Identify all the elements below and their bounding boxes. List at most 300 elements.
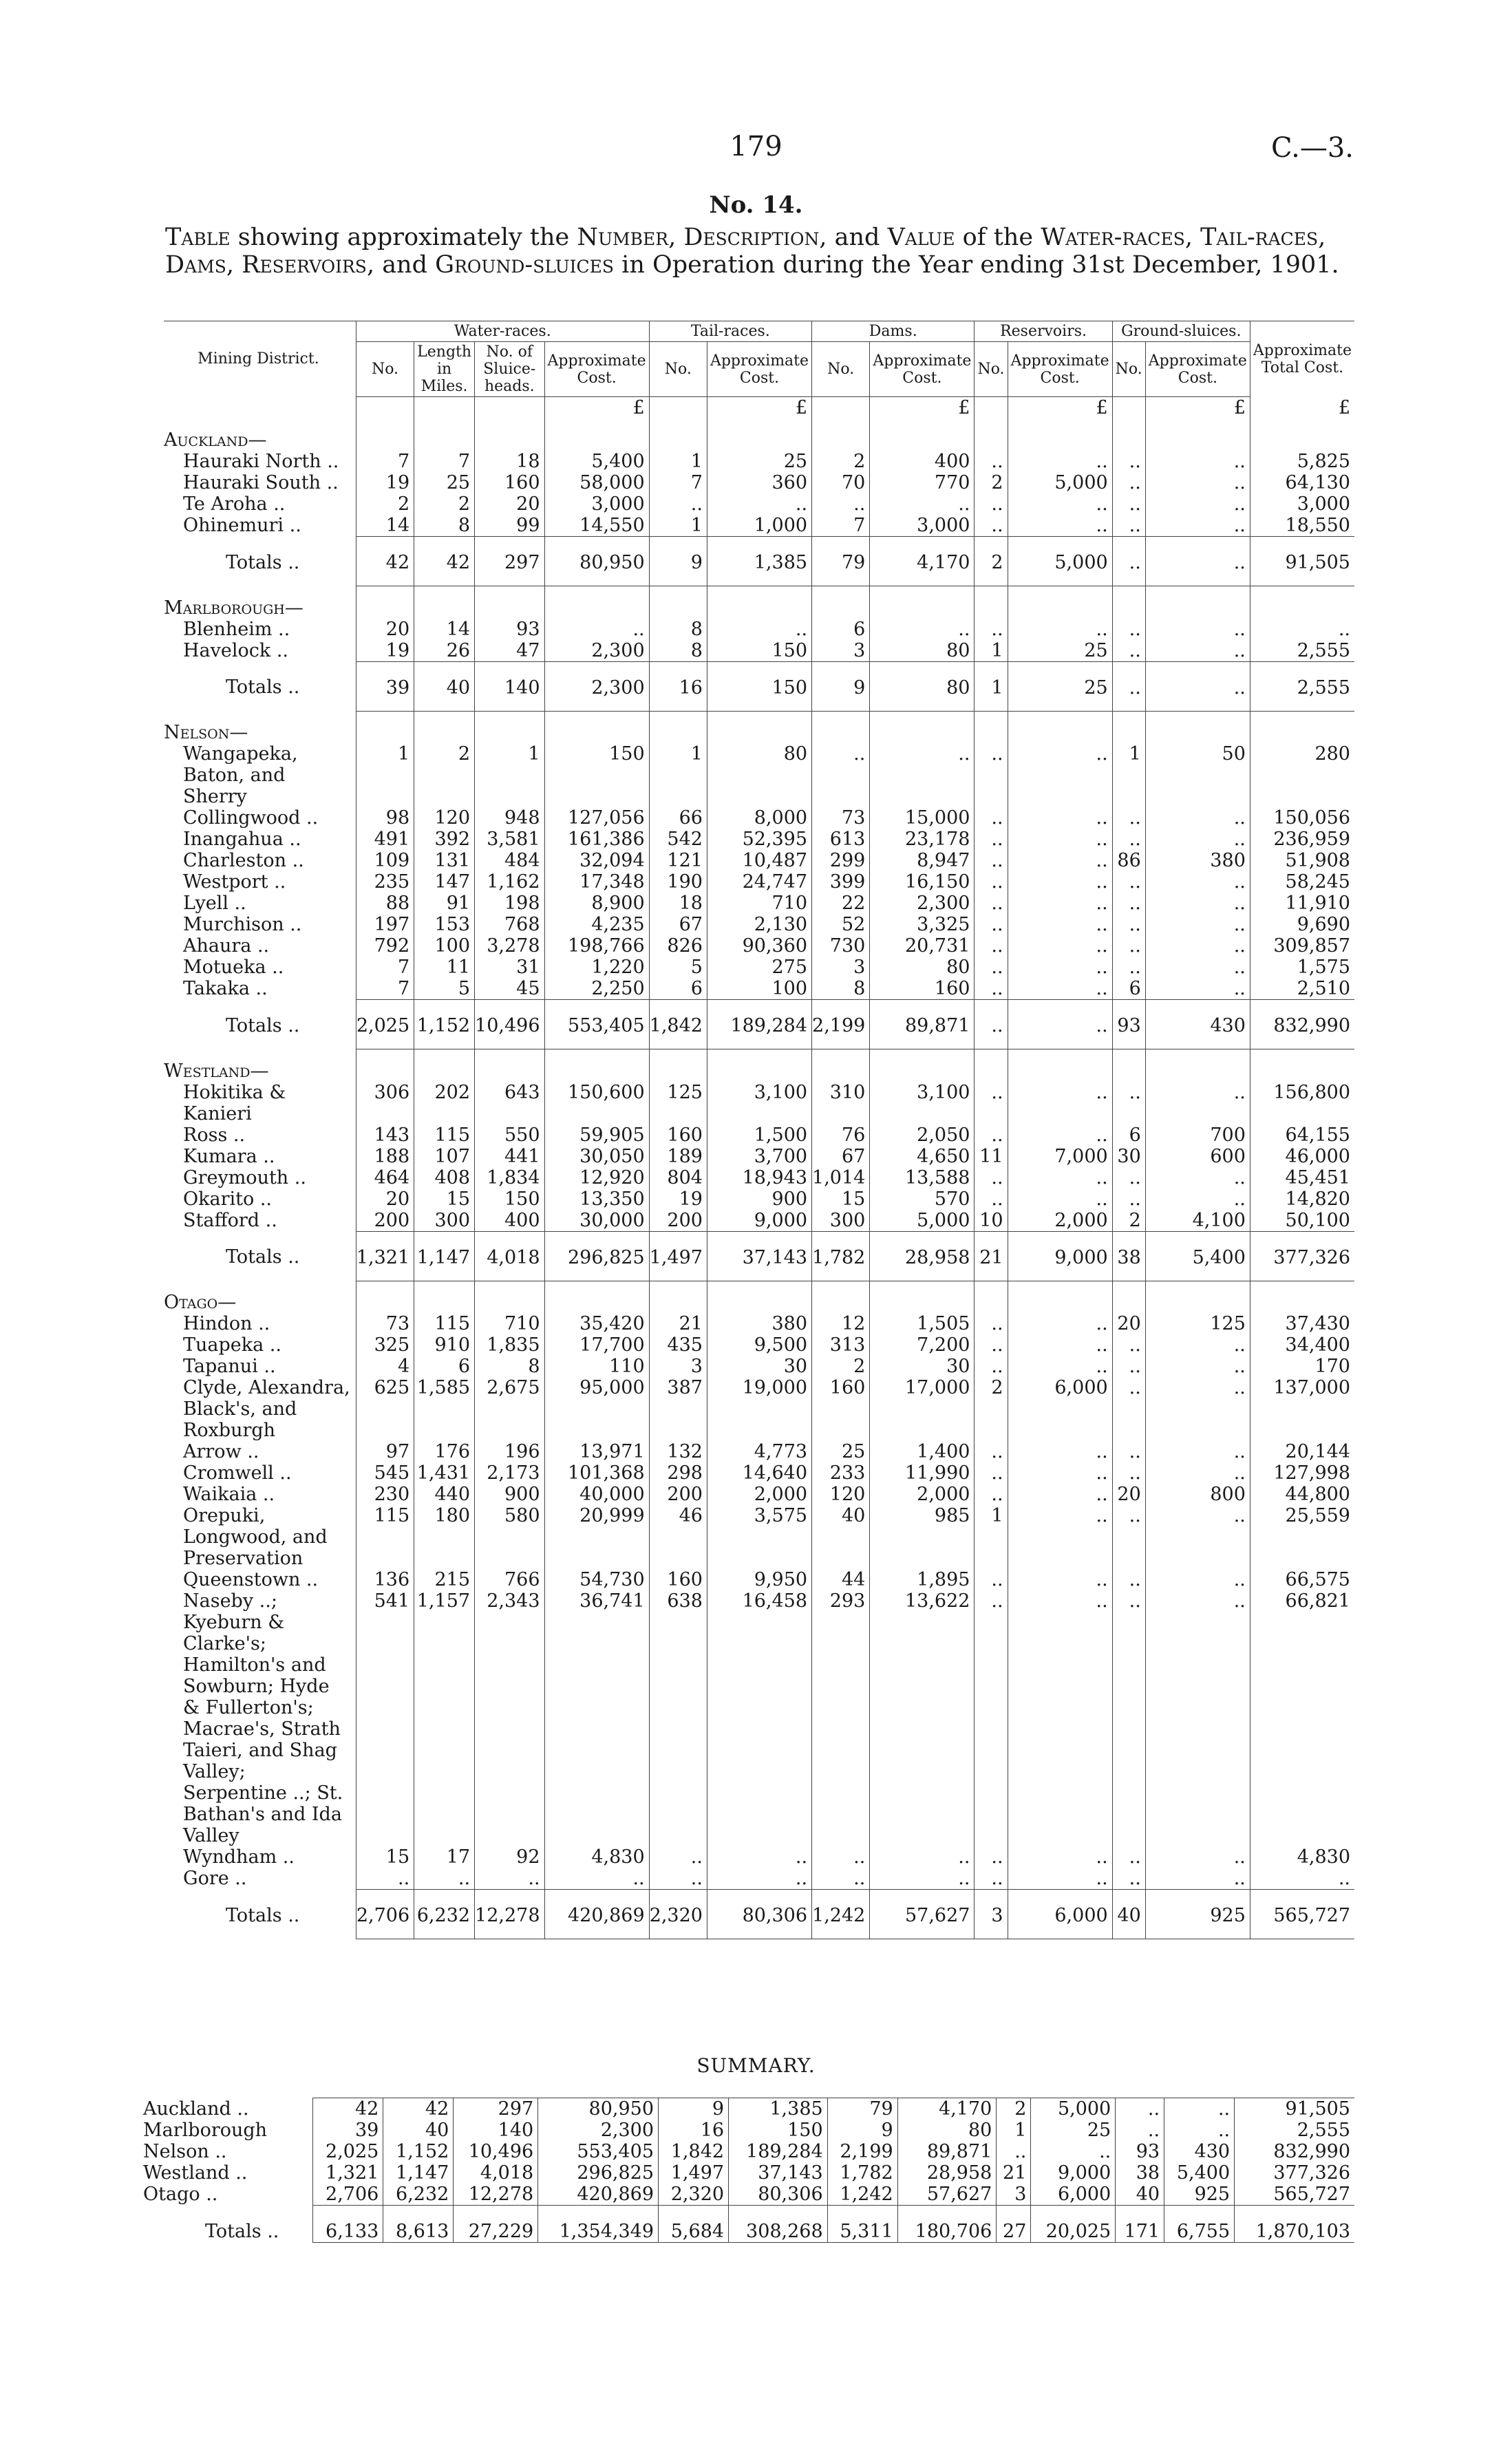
value-cell: 19 bbox=[356, 472, 414, 493]
value-cell: 79 bbox=[812, 537, 870, 586]
value-cell: 200 bbox=[356, 1210, 414, 1232]
value-cell: .. bbox=[812, 493, 870, 515]
value-cell: .. bbox=[975, 1441, 1008, 1462]
value-cell: 196 bbox=[475, 1441, 544, 1462]
value-cell: 150,600 bbox=[544, 1082, 649, 1124]
value-cell: 2,000 bbox=[870, 1484, 975, 1505]
value-cell: 6,755 bbox=[1164, 2206, 1235, 2243]
value-cell: 832,990 bbox=[1250, 1000, 1354, 1049]
district-cell: Lyell .. bbox=[183, 893, 246, 914]
table-row bbox=[164, 1377, 1354, 1441]
empty-cell bbox=[1008, 1281, 1112, 1313]
value-cell: 189,284 bbox=[707, 1000, 811, 1049]
value-cell: 380 bbox=[707, 1313, 811, 1334]
value-cell: .. bbox=[1008, 1167, 1112, 1188]
value-cell: 5,400 bbox=[1164, 2162, 1235, 2184]
value-cell: 42 bbox=[356, 537, 414, 586]
value-cell: 542 bbox=[649, 829, 707, 850]
value-cell: 770 bbox=[870, 472, 975, 493]
empty-cell bbox=[1112, 711, 1145, 743]
title-text: showing approximately the bbox=[230, 224, 577, 251]
value-cell: .. bbox=[975, 619, 1008, 640]
value-cell: .. bbox=[1008, 871, 1112, 893]
value-cell: .. bbox=[1008, 957, 1112, 978]
value-cell: .. bbox=[1145, 1590, 1250, 1846]
header-no: No. bbox=[649, 342, 707, 397]
value-cell: 15 bbox=[356, 1846, 414, 1868]
value-cell: 1,014 bbox=[812, 1167, 870, 1188]
value-cell: 57,627 bbox=[870, 1890, 975, 1939]
empty-cell bbox=[1250, 418, 1354, 451]
value-cell: 2,025 bbox=[356, 1000, 414, 1049]
table-row bbox=[164, 743, 1354, 807]
table-row bbox=[164, 1167, 1354, 1188]
value-cell: 40 bbox=[383, 2120, 454, 2141]
value-cell: 95,000 bbox=[544, 1377, 649, 1441]
value-cell: 297 bbox=[454, 2098, 538, 2120]
value-cell: 25,559 bbox=[1250, 1505, 1354, 1569]
value-cell: 430 bbox=[1145, 1000, 1250, 1049]
value-cell: 1 bbox=[356, 743, 414, 807]
empty-cell bbox=[475, 711, 544, 743]
value-cell: 7 bbox=[356, 978, 414, 1000]
value-cell: 58,245 bbox=[1250, 871, 1354, 893]
value-cell: .. bbox=[1145, 935, 1250, 957]
value-cell: 2,555 bbox=[1250, 640, 1354, 662]
title-text: , bbox=[668, 224, 684, 251]
value-cell: 420,869 bbox=[544, 1890, 649, 1939]
value-cell: 1,400 bbox=[870, 1441, 975, 1462]
value-cell: 768 bbox=[475, 914, 544, 935]
value-cell: .. bbox=[1112, 1590, 1145, 1846]
value-cell: .. bbox=[1112, 1188, 1145, 1210]
value-cell: 132 bbox=[649, 1441, 707, 1462]
value-cell: 2,555 bbox=[1235, 2120, 1354, 2141]
value-cell: 377,326 bbox=[1250, 1231, 1354, 1281]
table-row bbox=[164, 1441, 1354, 1462]
value-cell: 8 bbox=[649, 619, 707, 640]
table-row bbox=[164, 493, 1354, 515]
empty-cell bbox=[414, 418, 475, 451]
table-row bbox=[164, 1484, 1354, 1505]
value-cell: 31 bbox=[475, 957, 544, 978]
value-cell: 2,250 bbox=[544, 978, 649, 1000]
value-cell: 11 bbox=[414, 957, 475, 978]
value-cell: 13,350 bbox=[544, 1188, 649, 1210]
empty-cell bbox=[414, 1049, 475, 1082]
value-cell: 1,585 bbox=[414, 1377, 475, 1441]
value-cell: 1 bbox=[649, 515, 707, 537]
table-row bbox=[164, 829, 1354, 850]
value-cell: .. bbox=[870, 619, 975, 640]
value-cell: .. bbox=[975, 1569, 1008, 1590]
district-cell: Wyndham .. bbox=[183, 1846, 295, 1868]
value-cell: 2 bbox=[1112, 1210, 1145, 1232]
value-cell: .. bbox=[1112, 807, 1145, 829]
value-cell: 18,943 bbox=[707, 1167, 811, 1188]
value-cell: 42 bbox=[313, 2098, 383, 2120]
header-no: No. bbox=[975, 342, 1008, 397]
value-cell: 14,640 bbox=[707, 1462, 811, 1484]
table-row bbox=[164, 1462, 1354, 1484]
value-cell: 7,000 bbox=[1008, 1146, 1112, 1167]
value-cell: .. bbox=[1008, 1124, 1112, 1146]
value-cell: 121 bbox=[649, 850, 707, 871]
value-cell: 20 bbox=[1112, 1313, 1145, 1334]
header-sluice-heads: No. of Sluice-heads. bbox=[475, 342, 544, 397]
empty-cell bbox=[975, 418, 1008, 451]
value-cell: 10,496 bbox=[475, 1000, 544, 1049]
value-cell: 7 bbox=[649, 472, 707, 493]
value-cell: 20 bbox=[475, 493, 544, 515]
empty-cell bbox=[544, 1049, 649, 1082]
empty-cell bbox=[812, 586, 870, 619]
value-cell: 156,800 bbox=[1250, 1082, 1354, 1124]
empty-cell bbox=[649, 1049, 707, 1082]
value-cell: 1 bbox=[975, 640, 1008, 662]
value-cell: .. bbox=[975, 914, 1008, 935]
empty-cell bbox=[1145, 1281, 1250, 1313]
value-cell: 25 bbox=[1031, 2120, 1116, 2141]
value-cell: .. bbox=[1112, 1868, 1145, 1890]
value-cell: 309,857 bbox=[1250, 935, 1354, 957]
value-cell: 613 bbox=[812, 829, 870, 850]
value-cell: 17,000 bbox=[870, 1377, 975, 1441]
value-cell: 66 bbox=[649, 807, 707, 829]
value-cell: 6 bbox=[812, 619, 870, 640]
value-cell: 20,025 bbox=[1031, 2206, 1116, 2243]
district-cell: Ohinemuri .. bbox=[183, 515, 301, 536]
value-cell: 1 bbox=[975, 661, 1008, 711]
empty-cell bbox=[356, 1049, 414, 1082]
empty-cell bbox=[1112, 586, 1145, 619]
value-cell: 308,268 bbox=[729, 2206, 828, 2243]
value-cell: 27 bbox=[997, 2206, 1031, 2243]
table-row bbox=[164, 978, 1354, 1000]
value-cell: .. bbox=[1145, 1377, 1250, 1441]
summary-row bbox=[143, 2184, 1354, 2206]
value-cell: 236,959 bbox=[1250, 829, 1354, 850]
value-cell: 30 bbox=[870, 1356, 975, 1377]
main-table bbox=[164, 321, 1354, 1939]
empty-cell bbox=[544, 711, 649, 743]
value-cell: 66,575 bbox=[1250, 1569, 1354, 1590]
title-text: in Operation during the Year ending 31st December, 1901. bbox=[614, 251, 1339, 279]
district-cell: Hindon .. bbox=[183, 1313, 270, 1334]
value-cell: 235 bbox=[356, 871, 414, 893]
value-cell: 643 bbox=[475, 1082, 544, 1124]
value-cell: .. bbox=[975, 1082, 1008, 1124]
value-cell: 8,613 bbox=[383, 2206, 454, 2243]
empty-cell bbox=[1250, 1281, 1354, 1313]
value-cell: 233 bbox=[812, 1462, 870, 1484]
value-cell: 12,278 bbox=[454, 2184, 538, 2206]
district-cell: Greymouth .. bbox=[183, 1166, 306, 1188]
value-cell: 40 bbox=[1116, 2184, 1164, 2206]
value-cell: 3 bbox=[649, 1356, 707, 1377]
empty-cell bbox=[649, 1281, 707, 1313]
empty-cell bbox=[1250, 1049, 1354, 1082]
value-cell: 6 bbox=[414, 1356, 475, 1377]
value-cell: .. bbox=[1112, 515, 1145, 537]
value-cell: 8 bbox=[475, 1356, 544, 1377]
value-cell: 17 bbox=[414, 1846, 475, 1868]
header-mining-district: Mining District. bbox=[164, 321, 356, 397]
value-cell: .. bbox=[975, 1188, 1008, 1210]
value-cell: 5,000 bbox=[1031, 2098, 1116, 2120]
value-cell: 10,487 bbox=[707, 850, 811, 871]
value-cell: .. bbox=[1145, 914, 1250, 935]
value-cell: 1,354,349 bbox=[538, 2206, 659, 2243]
value-cell: 46 bbox=[649, 1505, 707, 1569]
value-cell: 189,284 bbox=[729, 2141, 828, 2162]
value-cell: .. bbox=[1008, 743, 1112, 807]
district-cell: Collingwood .. bbox=[183, 807, 319, 829]
value-cell: 115 bbox=[414, 1124, 475, 1146]
value-cell: 13,622 bbox=[870, 1590, 975, 1846]
value-cell: .. bbox=[1145, 451, 1250, 472]
value-cell: 4,170 bbox=[870, 537, 975, 586]
value-cell: .. bbox=[1145, 1356, 1250, 1377]
empty-cell bbox=[1112, 1281, 1145, 1313]
district-cell: Totals .. bbox=[205, 2220, 279, 2242]
value-cell: 125 bbox=[1145, 1313, 1250, 1334]
value-cell: 600 bbox=[1145, 1146, 1250, 1167]
value-cell: 1,842 bbox=[649, 1000, 707, 1049]
value-cell: 1,147 bbox=[414, 1231, 475, 1281]
value-cell: 4,235 bbox=[544, 914, 649, 935]
value-cell: 9,000 bbox=[1031, 2162, 1116, 2184]
district-cell: Westport .. bbox=[183, 871, 286, 893]
table-row bbox=[164, 1146, 1354, 1167]
empty-cell bbox=[414, 586, 475, 619]
empty-cell bbox=[1145, 711, 1250, 743]
value-cell: 107 bbox=[414, 1146, 475, 1167]
value-cell: 42 bbox=[414, 537, 475, 586]
value-cell: 3,100 bbox=[707, 1082, 811, 1124]
value-cell: .. bbox=[1112, 661, 1145, 711]
value-cell: 6,000 bbox=[1008, 1377, 1112, 1441]
value-cell: 6,000 bbox=[1008, 1890, 1112, 1939]
value-cell: 2,320 bbox=[649, 1890, 707, 1939]
value-cell: 176 bbox=[414, 1441, 475, 1462]
value-cell: 4,830 bbox=[1250, 1846, 1354, 1868]
value-cell: 925 bbox=[1145, 1890, 1250, 1939]
district-cell: Clyde, Alexandra, Black's, and Roxburgh bbox=[183, 1377, 350, 1441]
title-word: Description bbox=[683, 224, 820, 251]
value-cell: 12,278 bbox=[475, 1890, 544, 1939]
value-cell: .. bbox=[975, 893, 1008, 914]
table-row bbox=[164, 1124, 1354, 1146]
value-cell: 565,727 bbox=[1250, 1890, 1354, 1939]
value-cell: 19 bbox=[356, 640, 414, 662]
value-cell: 1,431 bbox=[414, 1462, 475, 1484]
value-cell: 5 bbox=[649, 957, 707, 978]
value-cell: 392 bbox=[414, 829, 475, 850]
district-cell: Auckland .. bbox=[143, 2098, 249, 2120]
table-row bbox=[164, 807, 1354, 829]
value-cell: 13,971 bbox=[544, 1441, 649, 1462]
value-cell: 625 bbox=[356, 1377, 414, 1441]
value-cell: 11,910 bbox=[1250, 893, 1354, 914]
value-cell: 2 bbox=[997, 2098, 1031, 2120]
empty-cell bbox=[1112, 418, 1145, 451]
value-cell: .. bbox=[1008, 1334, 1112, 1356]
district-cell: Inangahua .. bbox=[183, 829, 301, 850]
value-cell: .. bbox=[1008, 1356, 1112, 1377]
region-name: Nelson— bbox=[164, 722, 248, 743]
value-cell: 25 bbox=[707, 451, 811, 472]
district-cell: Tapanui .. bbox=[183, 1356, 276, 1377]
value-cell: .. bbox=[975, 957, 1008, 978]
summary-row bbox=[143, 2120, 1354, 2141]
value-cell: .. bbox=[1008, 1082, 1112, 1124]
value-cell: 93 bbox=[1112, 1000, 1145, 1049]
value-cell: 50 bbox=[1145, 743, 1250, 807]
value-cell: 1 bbox=[975, 1505, 1008, 1569]
value-cell: .. bbox=[1145, 1082, 1250, 1124]
value-cell: 51,908 bbox=[1250, 850, 1354, 871]
value-cell: 197 bbox=[356, 914, 414, 935]
value-cell: .. bbox=[1031, 2141, 1116, 2162]
value-cell: 215 bbox=[414, 1569, 475, 1590]
header-water-races: Water-races. bbox=[356, 321, 649, 342]
table-title bbox=[165, 224, 1349, 279]
value-cell: 12,920 bbox=[544, 1167, 649, 1188]
value-cell: .. bbox=[1112, 1167, 1145, 1188]
table-row bbox=[164, 893, 1354, 914]
currency-mark: £ bbox=[1008, 397, 1112, 419]
value-cell: 325 bbox=[356, 1334, 414, 1356]
value-cell: 2,025 bbox=[313, 2141, 383, 2162]
district-cell: Stafford .. bbox=[183, 1209, 277, 1231]
value-cell: .. bbox=[1112, 1334, 1145, 1356]
value-cell: 4 bbox=[356, 1356, 414, 1377]
value-cell: .. bbox=[1112, 1462, 1145, 1484]
value-cell: 9,000 bbox=[707, 1210, 811, 1232]
empty-cell bbox=[649, 418, 707, 451]
value-cell: 23,178 bbox=[870, 829, 975, 850]
value-cell: 541 bbox=[356, 1590, 414, 1846]
empty-cell bbox=[1145, 1049, 1250, 1082]
empty-cell bbox=[356, 1281, 414, 1313]
value-cell: 2 bbox=[812, 451, 870, 472]
value-cell: 832,990 bbox=[1235, 2141, 1354, 2162]
value-cell: 2 bbox=[975, 537, 1008, 586]
table-row bbox=[164, 1210, 1354, 1232]
value-cell: 1,152 bbox=[383, 2141, 454, 2162]
value-cell: 275 bbox=[707, 957, 811, 978]
district-cell: Ahaura .. bbox=[183, 935, 270, 957]
currency-mark: £ bbox=[1250, 397, 1354, 419]
table-row bbox=[164, 1188, 1354, 1210]
value-cell: .. bbox=[870, 1846, 975, 1868]
value-cell: 710 bbox=[707, 893, 811, 914]
value-cell: 180 bbox=[414, 1505, 475, 1569]
empty-cell bbox=[414, 711, 475, 743]
value-cell: 3 bbox=[997, 2184, 1031, 2206]
value-cell: 160 bbox=[649, 1124, 707, 1146]
value-cell: 19 bbox=[649, 1188, 707, 1210]
value-cell: 2,173 bbox=[475, 1462, 544, 1484]
value-cell: .. bbox=[975, 493, 1008, 515]
value-cell: .. bbox=[975, 1000, 1008, 1049]
value-cell: 1,782 bbox=[812, 1231, 870, 1281]
value-cell: 198 bbox=[475, 893, 544, 914]
value-cell: 160 bbox=[475, 472, 544, 493]
value-cell: 400 bbox=[870, 451, 975, 472]
region-heading-row bbox=[164, 1049, 1354, 1082]
value-cell: 4,773 bbox=[707, 1441, 811, 1462]
header-no: No. bbox=[812, 342, 870, 397]
value-cell: 180,706 bbox=[897, 2206, 997, 2243]
value-cell: .. bbox=[1008, 1569, 1112, 1590]
region-heading-row bbox=[164, 418, 1354, 451]
value-cell: .. bbox=[975, 829, 1008, 850]
value-cell: .. bbox=[1164, 2098, 1235, 2120]
empty-cell bbox=[812, 1281, 870, 1313]
value-cell: 34,400 bbox=[1250, 1334, 1354, 1356]
value-cell: 1,575 bbox=[1250, 957, 1354, 978]
title-word: Table bbox=[165, 224, 231, 251]
empty-cell bbox=[356, 586, 414, 619]
title-text: , and bbox=[819, 224, 888, 251]
value-cell: 16 bbox=[649, 661, 707, 711]
value-cell: 28,958 bbox=[897, 2162, 997, 2184]
table-row bbox=[164, 515, 1354, 537]
table-row bbox=[164, 1334, 1354, 1356]
value-cell: 8,947 bbox=[870, 850, 975, 871]
district-cell: Queenstown .. bbox=[183, 1569, 319, 1590]
value-cell: 6 bbox=[1112, 978, 1145, 1000]
value-cell: .. bbox=[1112, 935, 1145, 957]
value-cell: 19,000 bbox=[707, 1377, 811, 1441]
value-cell: 2,130 bbox=[707, 914, 811, 935]
value-cell: 3,278 bbox=[475, 935, 544, 957]
value-cell: 20 bbox=[356, 1188, 414, 1210]
header-dams: Dams. bbox=[812, 321, 975, 342]
value-cell: 1,834 bbox=[475, 1167, 544, 1188]
value-cell: 15,000 bbox=[870, 807, 975, 829]
value-cell: .. bbox=[1008, 451, 1112, 472]
value-cell: 1 bbox=[997, 2120, 1031, 2141]
value-cell: 198,766 bbox=[544, 935, 649, 957]
value-cell: 40 bbox=[414, 661, 475, 711]
table-row bbox=[164, 451, 1354, 472]
value-cell: 5,825 bbox=[1250, 451, 1354, 472]
table-row bbox=[164, 871, 1354, 893]
value-cell: 120 bbox=[414, 807, 475, 829]
value-cell: .. bbox=[1008, 1441, 1112, 1462]
value-cell: 86 bbox=[1112, 850, 1145, 871]
value-cell: .. bbox=[1008, 1590, 1112, 1846]
value-cell: .. bbox=[1145, 537, 1250, 586]
value-cell: 22 bbox=[812, 893, 870, 914]
value-cell: 200 bbox=[649, 1210, 707, 1232]
value-cell: 39 bbox=[356, 661, 414, 711]
empty-cell bbox=[707, 1281, 811, 1313]
value-cell: 7 bbox=[356, 957, 414, 978]
value-cell: 52 bbox=[812, 914, 870, 935]
value-cell: .. bbox=[1112, 1356, 1145, 1377]
value-cell: .. bbox=[1145, 893, 1250, 914]
empty-cell bbox=[707, 586, 811, 619]
title-word: Ground-sluices bbox=[435, 251, 615, 279]
value-cell: .. bbox=[1112, 1377, 1145, 1441]
value-cell: 80 bbox=[870, 661, 975, 711]
value-cell: 42 bbox=[383, 2098, 454, 2120]
value-cell: 13,588 bbox=[870, 1167, 975, 1188]
